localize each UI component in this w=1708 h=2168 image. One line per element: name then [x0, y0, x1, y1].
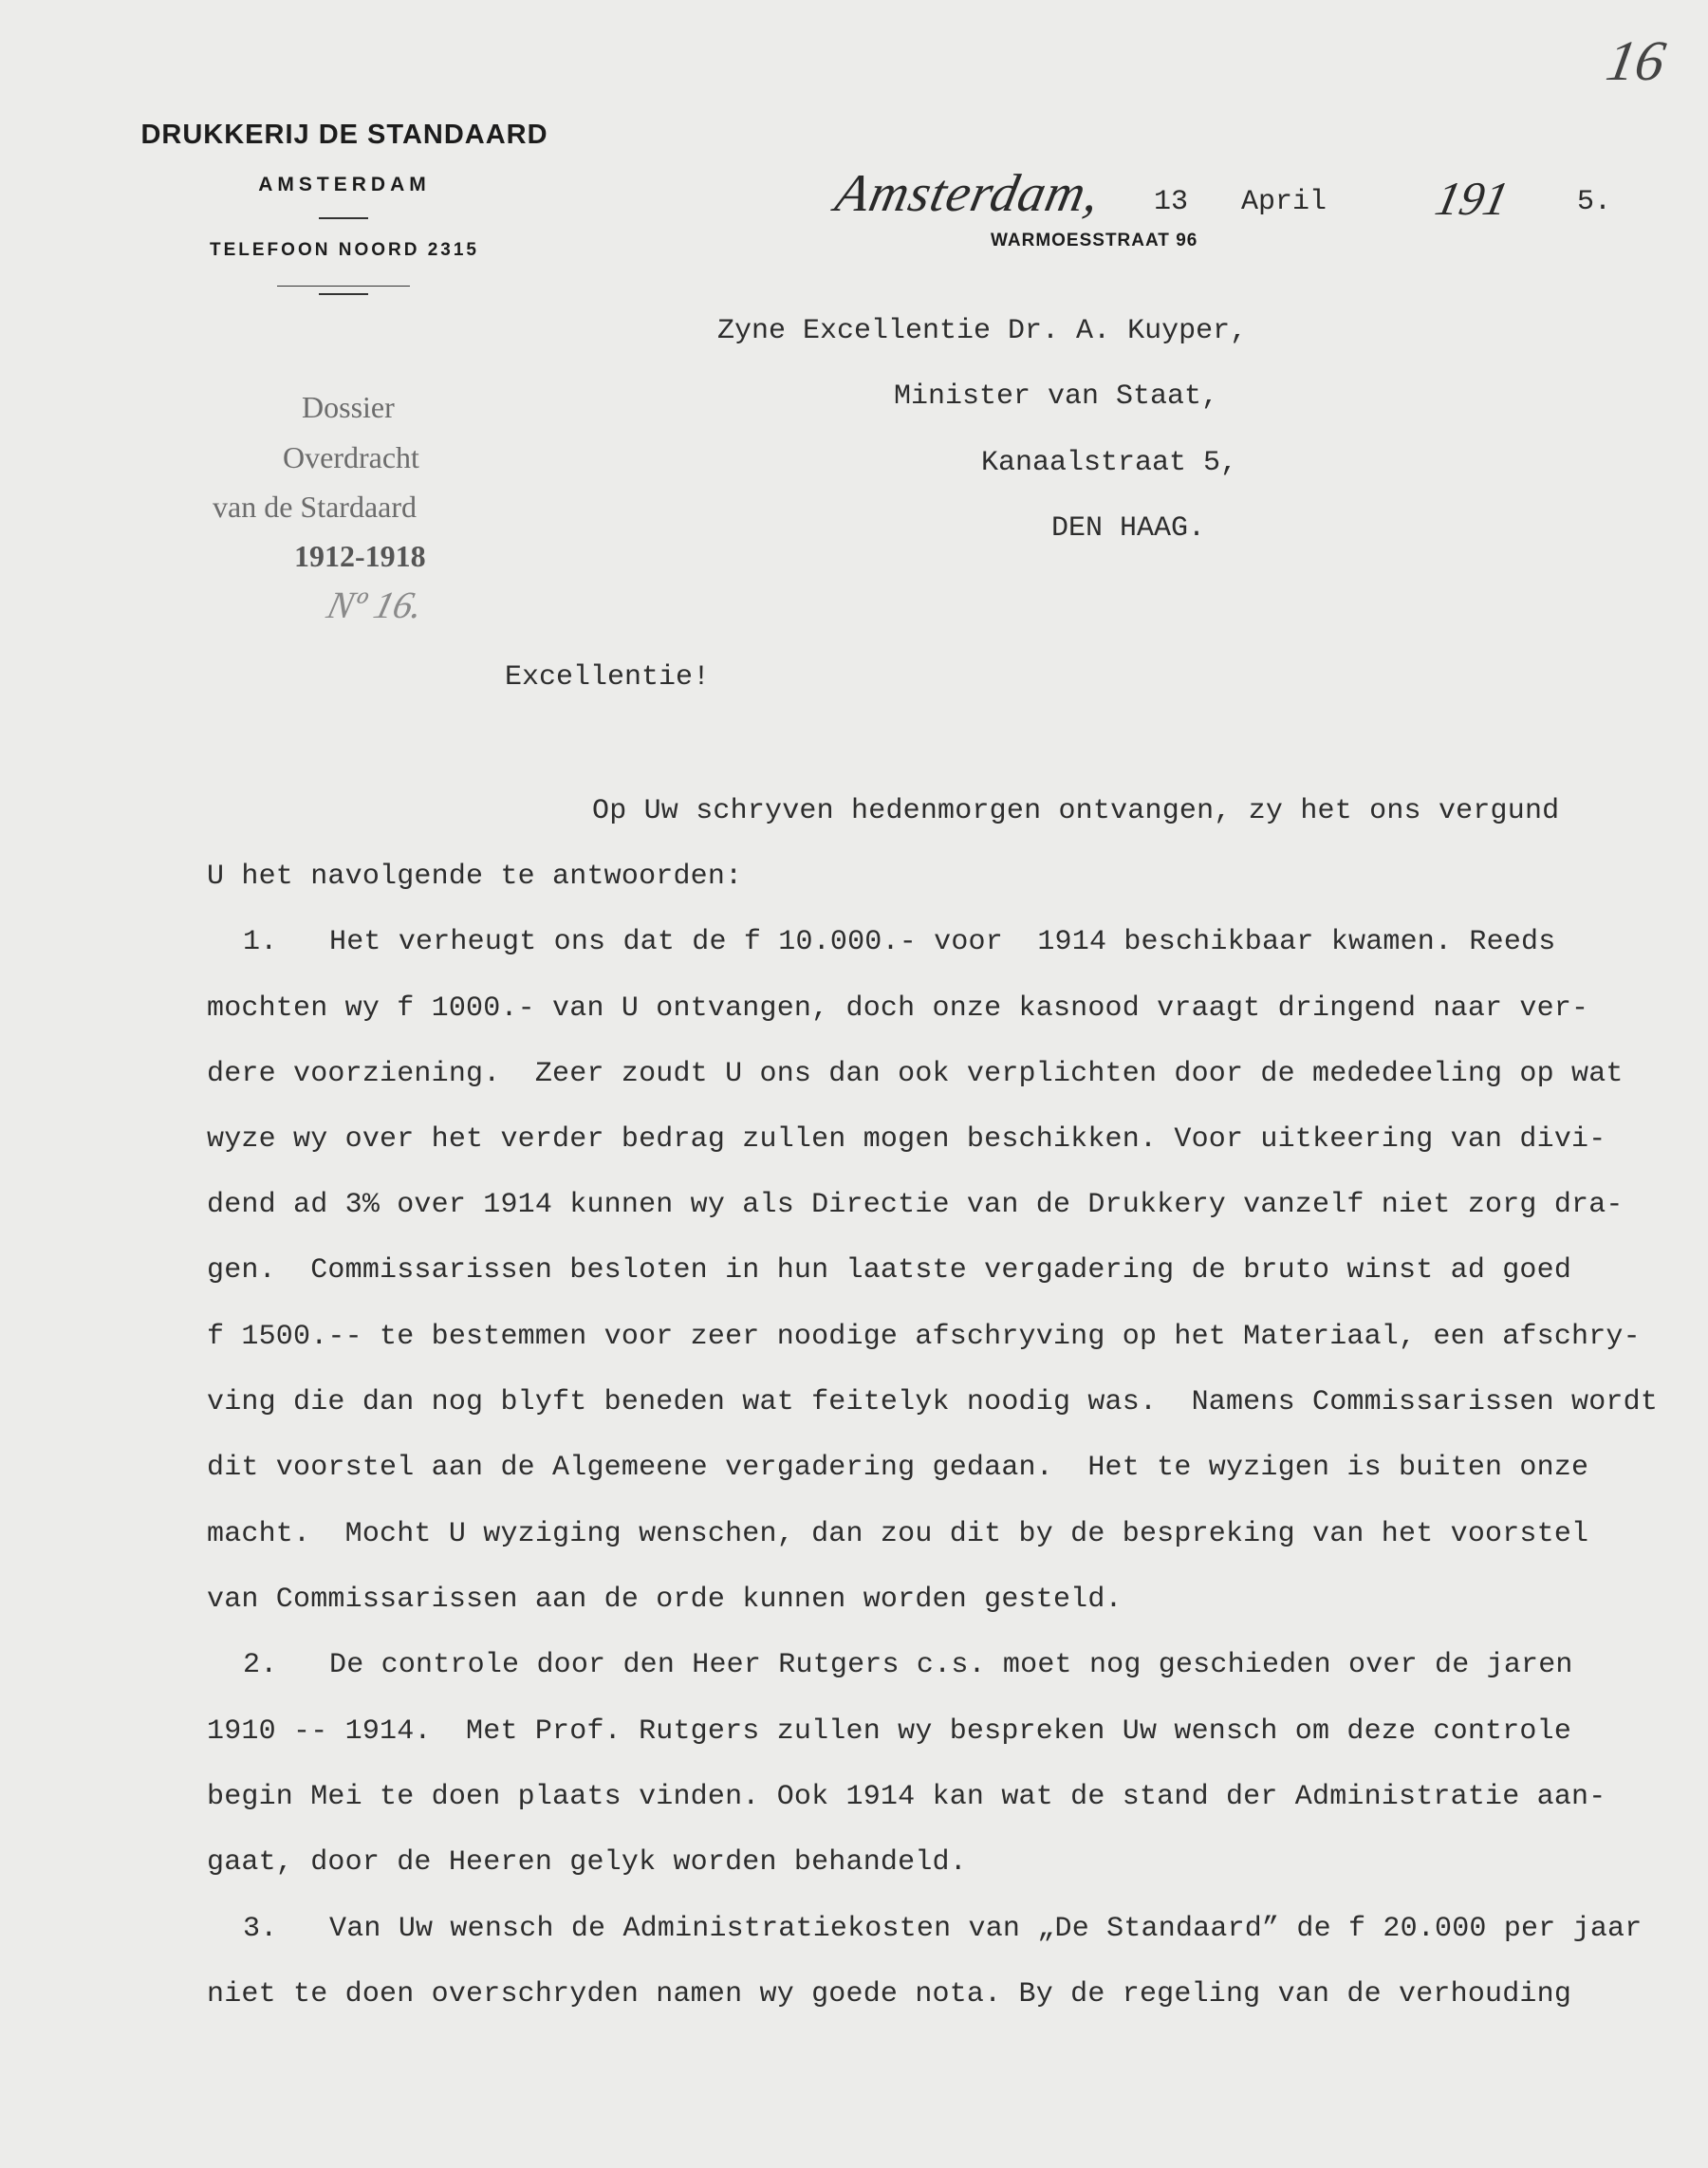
- archive-stamp-line: Overdracht: [283, 440, 419, 474]
- body-line: f 1500.-- te bestemmen voor zeer noodige afschryving op het Materiaal, een afschry-: [207, 1321, 1641, 1353]
- date-place: Amsterdam,: [830, 164, 1106, 223]
- recipient-line: DEN HAAG.: [1051, 512, 1206, 545]
- body-line: begin Mei te doen plaats vinden. Ook 1914 kan wat de stand der Administratie aan-: [207, 1781, 1606, 1813]
- body-line: ving die dan nog blyft beneden wat feitelyk noodig was. Namens Commissarissen wordt: [207, 1386, 1659, 1418]
- letterhead-divider: [277, 286, 410, 287]
- archive-stamp-line: Dossier: [302, 390, 395, 424]
- recipient-line: Kanaalstraat 5,: [981, 447, 1238, 479]
- letterhead-street: WARMOESSTRAAT 96: [991, 231, 1198, 250]
- recipient-line: Zyne Excellentie Dr. A. Kuyper,: [717, 315, 1248, 347]
- body-line: 1. Het verheugt ons dat de f 10.000.- voor 1914 beschikbaar kwamen. Reeds: [243, 926, 1556, 958]
- body-line: gen. Commissarissen besloten in hun laatste vergadering de bruto winst ad goed: [207, 1254, 1572, 1287]
- archive-number-mark: 16: [1602, 29, 1670, 92]
- body-line: macht. Mocht U wyziging wenschen, dan zou dit by de bespreking van het voorstel: [207, 1518, 1589, 1550]
- body-line: dit voorstel aan de Algemeene vergadering gedaan. Het te wyzigen is buiten onze: [207, 1452, 1589, 1484]
- letterhead-city: AMSTERDAM: [258, 174, 431, 195]
- archive-stamp-line: van de Stardaard: [213, 490, 418, 524]
- date-year-last: 5.: [1577, 186, 1612, 218]
- letterhead-divider: [319, 293, 368, 295]
- body-line: Op Uw schryven hedenmorgen ontvangen, zy het ons vergund: [592, 795, 1560, 827]
- recipient-line: Minister van Staat,: [894, 380, 1219, 413]
- archive-stamp-number: Nº 16.: [323, 584, 428, 626]
- body-line: wyze wy over het verder bedrag zullen mogen beschikken. Voor uitkeering van divi-: [207, 1123, 1606, 1156]
- body-line: 2. De controle door den Heer Rutgers c.s. moet nog geschieden over de jaren: [243, 1649, 1573, 1681]
- date-year-script: 191: [1431, 172, 1513, 225]
- body-line: niet te doen overschryden namen wy goede nota. By de regeling van de verhouding: [207, 1978, 1572, 2010]
- date-day: 13: [1154, 186, 1189, 218]
- letterhead-company: DRUKKERIJ DE STANDAARD: [140, 120, 548, 150]
- greeting: Excellentie!: [505, 661, 711, 694]
- body-line: 1910 -- 1914. Met Prof. Rutgers zullen wy bespreken Uw wensch om deze controle: [207, 1715, 1572, 1748]
- body-line: U het navolgende te antwoorden:: [207, 861, 743, 893]
- body-line: dere voorziening. Zeer zoudt U ons dan ook verplichten door de mededeeling op wat: [207, 1058, 1624, 1090]
- body-line: mochten wy f 1000.- van U ontvangen, doch onze kasnood vraagt dringend naar ver-: [207, 992, 1589, 1025]
- body-line: dend ad 3% over 1914 kunnen wy als Directie van de Drukkery vanzelf niet zorg dra-: [207, 1189, 1624, 1221]
- date-month: April: [1241, 186, 1327, 218]
- body-line: 3. Van Uw wensch de Administratiekosten van „De Standaard” de f 20.000 per jaar: [243, 1913, 1643, 1945]
- letterhead-divider: [319, 217, 368, 219]
- archive-stamp-line: 1912-1918: [294, 539, 426, 573]
- body-line: gaat, door de Heeren gelyk worden behandeld.: [207, 1846, 967, 1879]
- letterhead-phone: TELEFOON NOORD 2315: [210, 240, 479, 260]
- body-line: van Commissarissen aan de orde kunnen worden gesteld.: [207, 1584, 1123, 1616]
